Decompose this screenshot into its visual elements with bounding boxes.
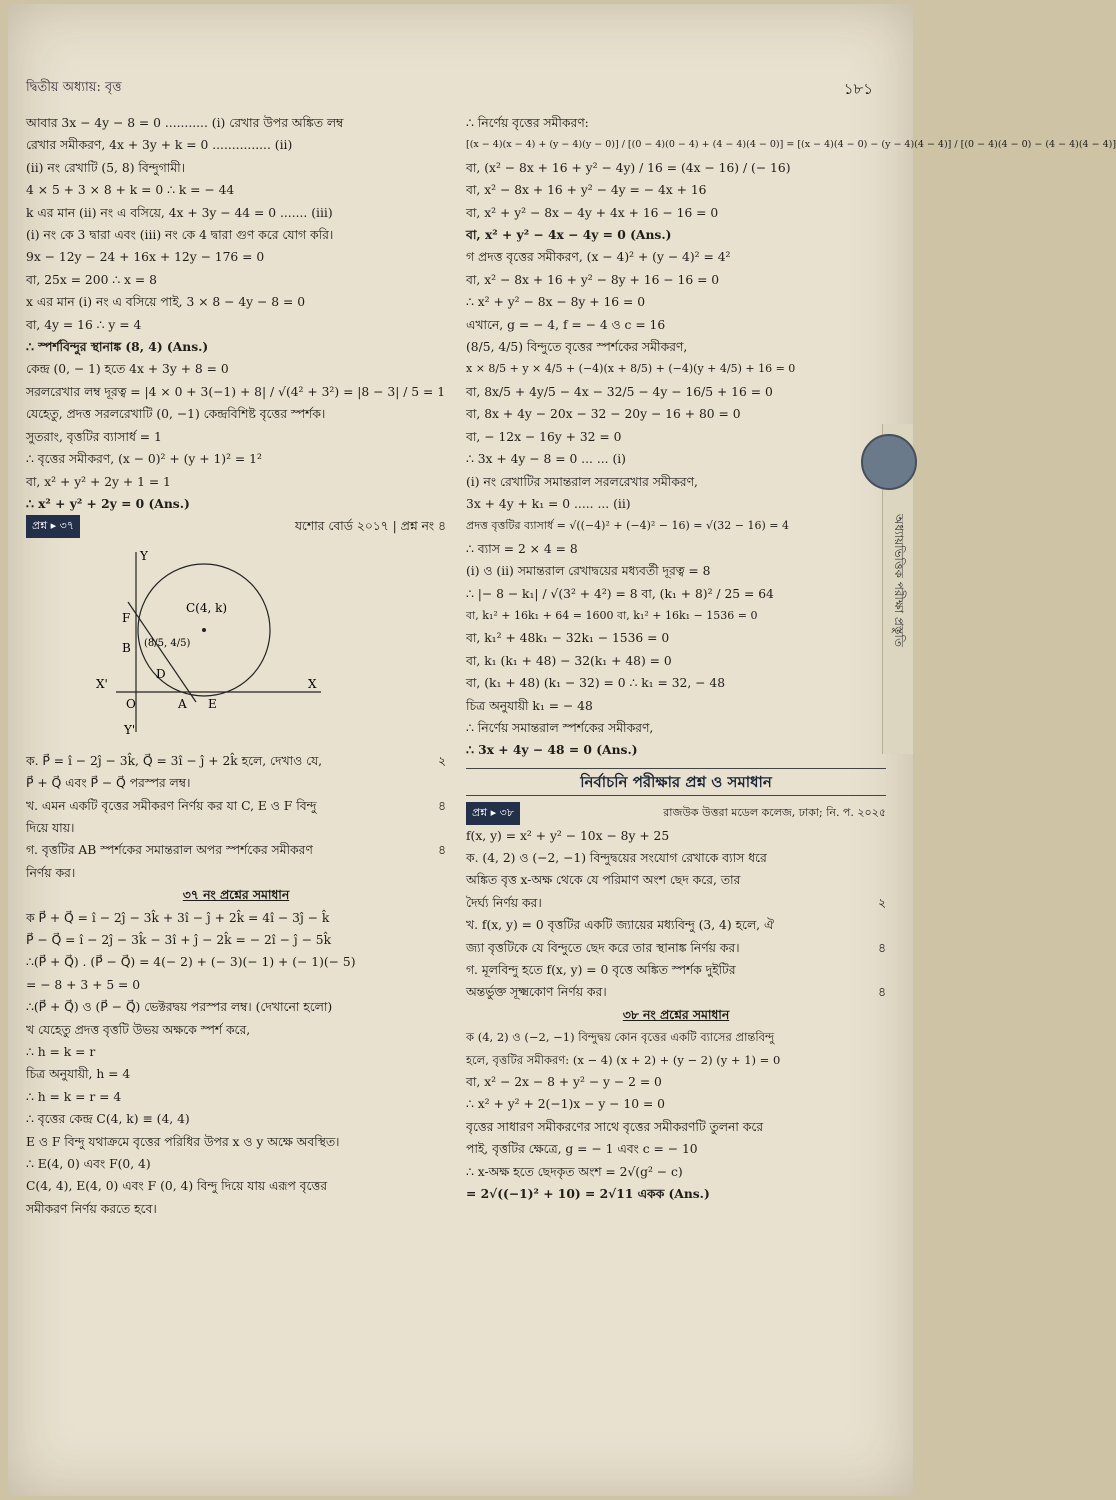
solution-line: ∴ h = k = r = 4 [26, 1089, 122, 1104]
solution-line: হলে, বৃত্তটির সমীকরণ: (x − 4) (x + 2) + (y − 2) (y + 1) = 0 [466, 1052, 781, 1067]
page-number: ১৮১ [843, 80, 873, 98]
question-37-header [26, 515, 446, 537]
text-line: (i) ও (ii) সমান্তরাল রেখাদ্বয়ের মধ্যবর্তী দূরত্ব = 8 [466, 564, 711, 579]
solution-line: E ও F বিন্দু যথাক্রমে বৃত্তের পরিধির উপর x ও y অক্ষে অবস্থিত। [26, 1134, 340, 1149]
text-line: k এর মান (ii) নং এ বসিয়ে, 4x + 3y − 44 = 0 ....... (iii) [26, 205, 333, 220]
text-line: সুতরাং, বৃত্তটির ব্যাসার্ধ = 1 [26, 429, 162, 444]
text-line: x এর মান (i) নং এ বসিয়ে পাই, 3 × 8 − 4y − 8 = 0 [26, 295, 306, 310]
text-line: বা, x² + y² − 8x − 4y + 4x + 16 − 16 = 0 [466, 205, 719, 220]
solution-line: ∴(P⃗ + Q⃗) ও (P⃗ − Q⃗) ভেক্টরদ্বয় পরস্পর লম্ব। (দেখানো হলো) [26, 1000, 333, 1015]
text-line: 4 × 5 + 3 × 8 + k = 0 ∴ k = − 44 [26, 183, 235, 198]
text-line: এখানে, g = − 4, f = − 4 ও c = 16 [466, 317, 666, 332]
text-line: কেন্দ্র (0, − 1) হতে 4x + 3y + 8 = 0 [26, 362, 229, 377]
fig-label: O [126, 696, 136, 711]
tangent-ab [128, 602, 196, 702]
marks: ৪ [438, 798, 446, 813]
text-line: বা, (x² − 8x + 16 + y² − 4y) / 16 = (4x − 16) / (− 16) [466, 160, 791, 175]
question-part: দৈর্ঘ্য নির্ণয় কর। ২ [466, 892, 886, 914]
question-part: নির্ণয় কর। [26, 865, 76, 880]
solution-line: পাই, বৃত্তটির ক্ষেত্রে, g = − 1 এবং c = − 10 [466, 1142, 698, 1157]
question-part: ক. (4, 2) ও (−2, −1) বিন্দুদ্বয়ের সংযোগ রেখাকে ব্যাস ধরে [466, 851, 767, 865]
marks: ৪ [438, 843, 446, 858]
question-part: P⃗ + Q⃗ এবং P⃗ − Q⃗ পরস্পর লম্ব। [26, 776, 191, 791]
text-line: ∴ 3x + 4y − 48 = 0 (Ans.) [466, 742, 638, 758]
fig-label: A [178, 696, 187, 711]
fig-label: C(4, k) [186, 600, 228, 615]
text-line: গ প্রদত্ত বৃত্তের সমীকরণ, (x − 4)² + (y − 4)² = 4² [466, 250, 731, 265]
solution-line: খ যেহেতু প্রদত্ত বৃত্তটি উভয় অক্ষকে স্পর্শ করে, [26, 1022, 251, 1037]
question-part: গ. মূলবিন্দু হতে f(x, y) = 0 বৃত্তে অঙ্কিত স্পর্শক দুইটির [466, 963, 736, 978]
text-line: আবার 3x − 4y − 8 = 0 ........... (i) রেখার উপর অঙ্কিত লম্ব [26, 116, 344, 130]
section-banner: নির্বাচনি পরীক্ষার প্রশ্ন ও সমাধান [466, 768, 886, 796]
text-line: বা, x² + y² + 2y + 1 = 1 [26, 474, 171, 489]
question-part: অঙ্কিত বৃত্ত x-অক্ষ থেকে যে পরিমাণ অংশ ছেদ করে, তার [466, 873, 741, 888]
text-line: [(x − 4)(x − 4) + (y − 4)(y − 0)] / [(0 − 4)(0 − 4) + (4 − 4)(4 − 0)] = [(x − 4)(4 − 0) − (y − 4)(4 − 4)] / [(0 − 4)(4 − 0) − (4 − 4)(4 − 4)] [466, 139, 1116, 151]
text-line: (8/5, 4/5) বিন্দুতে বৃত্তের স্পর্শকের সমীকরণ, [466, 340, 688, 355]
running-head: দ্বিতীয় অধ্যায়: বৃত্ত [26, 80, 122, 95]
text-line: (i) নং রেখাটির সমান্তরাল সরলরেখার সমীকরণ, [466, 474, 698, 489]
center-point [202, 628, 206, 632]
text-line: বা, x² − 8x + 16 + y² − 8y + 16 − 16 = 0 [466, 272, 720, 287]
text-line: বা, − 12x − 16y + 32 = 0 [466, 429, 622, 444]
text-line: বা, 8x/5 + 4y/5 − 4x − 32/5 − 4y − 16/5 + 16 = 0 [466, 384, 773, 399]
text-line: বা, 8x + 4y − 20x − 32 − 20y − 16 + 80 = 0 [466, 407, 741, 422]
text-line: বা, k₁² + 16k₁ + 64 = 1600 বা, k₁² + 16k₁ − 1536 = 0 [466, 608, 758, 622]
question-source: যশোর বোর্ড ২০১৭ | প্রশ্ন নং ৪ [294, 519, 446, 534]
solution-line: ∴(P⃗ + Q⃗) . (P⃗ − Q⃗) = 4(− 2) + (− 3)(− 1) + (− 1)(− 5) [26, 955, 356, 970]
text-line: বা, 25x = 200 ∴ x = 8 [26, 272, 157, 287]
text-line: চিত্র অনুযায়ী k₁ = − 48 [466, 698, 593, 713]
question-part: ক. P⃗ = î − 2ĵ − 3k̂, Q⃗ = 3î − ĵ + 2k̂ হলে, দেখাও যে, ২ [26, 750, 446, 772]
fig-label: D [156, 666, 166, 681]
marks: ৪ [878, 985, 886, 1000]
solution-heading: ৩৮ নং প্রশ্নের সমাধান [622, 1006, 730, 1022]
solution-line: ∴ E(4, 0) এবং F(0, 4) [26, 1157, 151, 1172]
solution-line: ক (4, 2) ও (−2, −1) বিন্দুদ্বয় কোন বৃত্তের একটি ব্যাসের প্রান্তবিন্দু [466, 1030, 775, 1045]
text-line: ∴ বৃত্তের সমীকরণ, (x − 0)² + (y + 1)² = 1² [26, 452, 262, 467]
text-line: 3x + 4y + k₁ = 0 ..... ... (ii) [466, 496, 631, 511]
solution-line: সমীকরণ নির্ণয় করতে হবে। [26, 1201, 157, 1216]
text-line: ∴ স্পর্শবিন্দুর স্থানাঙ্ক (8, 4) (Ans.) [26, 339, 209, 355]
text-line: ∴ x² + y² − 8x − 8y + 16 = 0 [466, 295, 646, 310]
question-part: খ. f(x, y) = 0 বৃত্তটির একটি জ্যায়ের মধ্যবিন্দু (3, 4) হলে, ঐ [466, 918, 774, 933]
solution-line: চিত্র অনুযায়ী, h = 4 [26, 1067, 131, 1082]
fig-label: X [308, 676, 317, 691]
text-line: সরলরেখার লম্ব দূরত্ব = |4 × 0 + 3(−1) + 8| / √(4² + 3²) = |8 − 3| / 5 = 1 [26, 384, 446, 399]
question-part: জ্যা বৃত্তটিকে যে বিন্দুতে ছেদ করে তার স্থানাঙ্ক নির্ণয় কর। ৪ [466, 937, 886, 959]
text-line: ∴ |− 8 − k₁| / √(3² + 4²) = 8 বা, (k₁ + 8)² / 25 = 64 [466, 586, 774, 601]
fig-label: Y [140, 548, 148, 563]
circle-diagram [86, 542, 326, 742]
solution-line: বা, x² − 2x − 8 + y² − y − 2 = 0 [466, 1075, 662, 1090]
question-part: গ. বৃত্তটির AB স্পর্শকের সমান্তরাল অপর স্পর্শকের সমীকরণ ৪ [26, 839, 446, 861]
left-column [26, 112, 446, 1220]
question-part: দিয়ে যায়। [26, 820, 75, 835]
solution-line: ∴ x-অক্ষ হতে ছেদকৃত অংশ = 2√(g² − c) [466, 1164, 683, 1179]
question-number: প্রশ্ন ▸ ৩৮ [466, 802, 520, 824]
solution-line: ক P⃗ + Q⃗ = î − 2ĵ − 3k̂ + 3î − ĵ + 2k̂ = 4î − 3ĵ − k̂ [26, 910, 330, 925]
text-line: (ii) নং রেখাটি (5, 8) বিন্দুগামী। [26, 160, 185, 175]
fig-label: (8/5, 4/5) [144, 637, 191, 649]
question-part: অন্তর্ভুক্ত সূক্ষ্মকোণ নির্ণয় কর। ৪ [466, 981, 886, 1003]
solution-line: ∴ বৃত্তের কেন্দ্র C(4, k) ≡ (4, 4) [26, 1112, 190, 1127]
text-line: 9x − 12y − 24 + 16x + 12y − 176 = 0 [26, 250, 265, 265]
text-line: ∴ x² + y² + 2y = 0 (Ans.) [26, 495, 190, 511]
solution-line: বৃত্তের সাধারণ সমীকরণের সাথে বৃত্তের সমীকরণটি তুলনা করে [466, 1119, 764, 1134]
text-line: ∴ 3x + 4y − 8 = 0 ... ... (i) [466, 452, 626, 467]
text-line: ∴ নির্ণেয় সমান্তরাল স্পর্শকের সমীকরণ, [466, 720, 654, 735]
text-line: যেহেতু, প্রদত্ত সরলরেখাটি (0, −1) কেন্দ্রবিশিষ্ট বৃত্তের স্পর্শক। [26, 407, 326, 422]
question-part: খ. এমন একটি বৃত্তের সমীকরণ নির্ণয় কর যা C, E ও F বিন্দু ৪ [26, 795, 446, 817]
text-line: বা, (k₁ + 48) (k₁ − 32) = 0 ∴ k₁ = 32, − 48 [466, 676, 726, 691]
fig-label: B [122, 640, 131, 655]
solution-line: = 2√((−1)² + 10) = 2√11 একক (Ans.) [466, 1186, 710, 1202]
side-tab [882, 424, 913, 754]
text-line: ∴ ব্যাস = 2 × 4 = 8 [466, 541, 578, 556]
solution-line: ∴ x² + y² + 2(−1)x − y − 10 = 0 [466, 1097, 665, 1112]
text-line: রেখার সমীকরণ, 4x + 3y + k = 0 ............... (ii) [26, 138, 293, 153]
text-line: বা, k₁ (k₁ + 48) − 32(k₁ + 48) = 0 [466, 653, 672, 668]
text-line: বা, 4y = 16 ∴ y = 4 [26, 317, 142, 332]
text-line: বা, x² − 8x + 16 + y² − 4y = − 4x + 16 [466, 183, 707, 198]
text-line: (i) নং কে 3 দ্বারা এবং (iii) নং কে 4 দ্বারা গুণ করে যোগ করি। [26, 228, 334, 243]
circle-figure [86, 542, 326, 742]
solution-line: C(4, 4), E(4, 0) এবং F (0, 4) বিন্দু দিয়ে যায় এরূপ বৃত্তের [26, 1179, 327, 1194]
text-line: ∴ নির্ণেয় বৃত্তের সমীকরণ: [466, 116, 589, 130]
fig-label: X' [96, 676, 108, 691]
text-line: x × 8/5 + y × 4/5 + (−4)(x + 8/5) + (−4)(y + 4/5) + 16 = 0 [466, 362, 796, 376]
fig-label: Y' [124, 722, 136, 737]
solution-line: P⃗ − Q⃗ = î − 2ĵ − 3k̂ − 3î + ĵ − 2k̂ = − 2î − ĵ − 5k̂ [26, 932, 332, 947]
text-line: প্রদত্ত বৃত্তটির ব্যাসার্ধ = √((−4)² + (−4)² − 16) = √(32 − 16) = 4 [466, 519, 790, 533]
side-tab-label: অধ্যায়ভিত্তিক পরীক্ষা প্রস্তুতি [892, 514, 906, 647]
text-line: বা, x² + y² − 4x − 4y = 0 (Ans.) [466, 227, 672, 243]
function-def: f(x, y) = x² + y² − 10x − 8y + 25 [466, 828, 670, 843]
fig-label: F [122, 610, 131, 625]
fig-label: E [208, 696, 217, 711]
tab-disc-icon [861, 434, 917, 490]
marks: ২ [438, 753, 446, 768]
solution-line: = − 8 + 3 + 5 = 0 [26, 977, 141, 992]
marks: ৪ [878, 940, 886, 955]
question-number: প্রশ্ন ▸ ৩৭ [26, 515, 80, 537]
solution-line: ∴ h = k = r [26, 1045, 96, 1059]
solution-heading: ৩৭ নং প্রশ্নের সমাধান [182, 887, 290, 903]
text-line: বা, k₁² + 48k₁ − 32k₁ − 1536 = 0 [466, 631, 670, 646]
marks: ২ [878, 895, 886, 910]
book-page [8, 4, 1116, 1496]
question-source: রাজউক উত্তরা মডেল কলেজ, ঢাকা; নি. প. ২০২৫ [663, 806, 886, 820]
question-38-header [466, 802, 886, 824]
